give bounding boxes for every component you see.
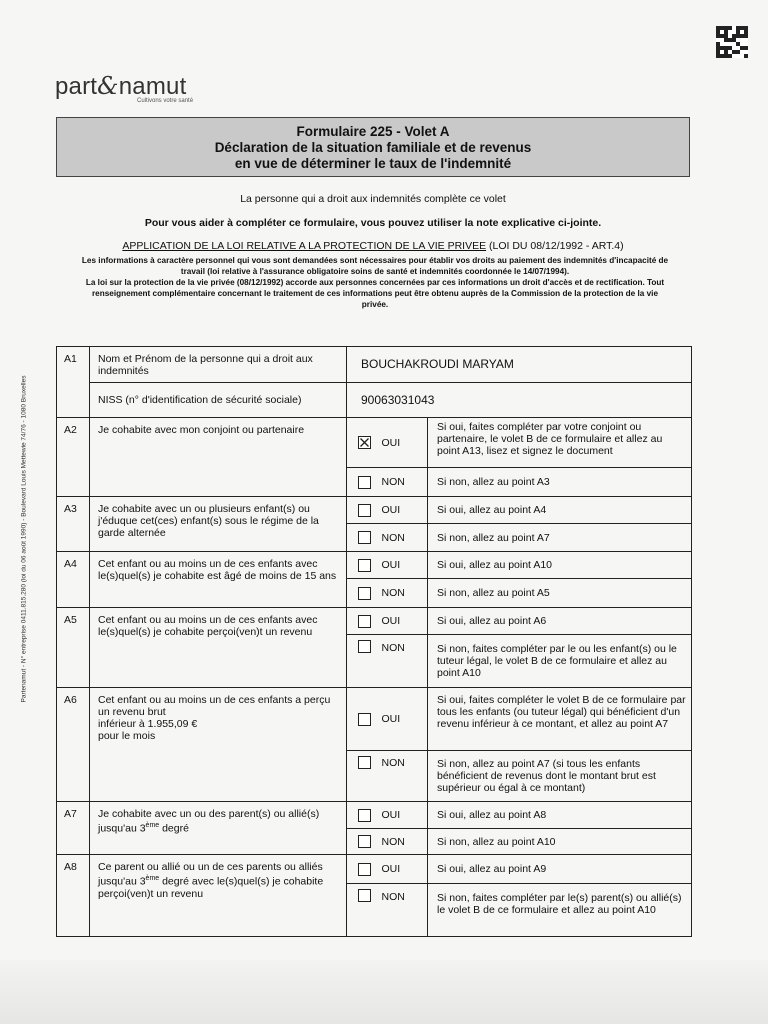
- a5-non-label: NON: [382, 635, 428, 688]
- a3-if-no: Si non, allez au point A7: [428, 524, 692, 552]
- logo-tagline: Cultivons votre santé: [137, 98, 194, 104]
- form-subtitle-line1: Déclaration de la situation familiale et de revenus: [214, 140, 532, 155]
- a4-oui-checkbox[interactable]: [347, 552, 382, 579]
- side-legal-text: Partenamut - N° entreprise 0411.815.280 (loi du 06 août 1990) - Boulevard Louis Mettewie 74/76 - 1080 Bruxelles: [20, 375, 28, 703]
- intro-help: Pour vous aider à compléter ce formulaire, vous pouvez utiliser la note explicative ci-jointe.: [144, 217, 602, 229]
- question-a4: Cet enfant ou au moins un de ces enfants avec le(s)quel(s) je cohabite est âgé de moins de 15 ans: [90, 552, 347, 608]
- checked-x-icon: [359, 437, 370, 448]
- code-a7: A7: [57, 802, 90, 855]
- code-a8: A8: [57, 855, 90, 937]
- a8-oui-label: OUI: [382, 855, 428, 884]
- question-a7: Je cohabite avec un ou des parent(s) ou allié(s) jusqu'au 3ème degré: [90, 802, 347, 855]
- a8-oui-checkbox[interactable]: [347, 855, 382, 884]
- a5-if-no: Si non, faites compléter par le ou les enfant(s) ou le tuteur légal, le volet B de ce formulaire et allez au point A10: [428, 635, 692, 688]
- form-subtitle-line2: en vue de déterminer le taux de l'indemnité: [234, 156, 512, 171]
- a1-niss-field[interactable]: [347, 383, 692, 418]
- a6-non-label: NON: [382, 751, 428, 802]
- intro-who: La personne qui a droit aux indemnités complète ce volet: [240, 193, 506, 205]
- a6-oui-checkbox[interactable]: [347, 688, 382, 751]
- privacy-text: [80, 255, 670, 310]
- a3-if-yes: Si oui, allez au point A4: [428, 497, 692, 524]
- question-a3: Je cohabite avec un ou plusieurs enfant(s) ou j'éduque cet(ces) enfant(s) sous le régime de la garde alternée: [90, 497, 347, 552]
- question-a5: Cet enfant ou au moins un de ces enfants avec le(s)quel(s) je cohabite perçoi(ven)t un revenu: [90, 608, 347, 688]
- a8-non-label: NON: [382, 884, 428, 937]
- a5-oui-label: OUI: [382, 608, 428, 635]
- row-a2-yes: [57, 418, 692, 468]
- code-a6: A6: [57, 688, 90, 802]
- a3-oui-checkbox[interactable]: [347, 497, 382, 524]
- row-a8-yes: [57, 855, 692, 884]
- a1-niss-value: 90063031043: [361, 392, 435, 407]
- a8-if-yes: Si oui, allez au point A9: [428, 855, 692, 884]
- row-a6-yes: [57, 688, 692, 751]
- a1-niss-label: NISS (n° d'identification de sécurité sociale): [90, 383, 347, 418]
- code-a2: A2: [57, 418, 90, 497]
- a7-if-no: Si non, allez au point A10: [428, 829, 692, 855]
- a7-oui-label: OUI: [382, 802, 428, 829]
- privacy-paragraph-1: Les informations à caractère personnel qui vous sont demandées sont nécessaires pour établir vos droits au paiement des indemnités d'incapacité de travail (loi relative à l'assurance obligatoire soins de santé et indemnités coordonnée le 14/07/1994).: [81, 256, 669, 276]
- a7-non-checkbox[interactable]: [347, 829, 382, 855]
- a3-non-label: NON: [382, 524, 428, 552]
- a7-if-yes: Si oui, allez au point A8: [428, 802, 692, 829]
- row-a1-niss: [57, 383, 692, 418]
- row-a7-yes: [57, 802, 692, 829]
- code-a3: A3: [57, 497, 90, 552]
- row-a4-yes: [57, 552, 692, 579]
- code-a4: A4: [57, 552, 90, 608]
- row-a5-yes: [57, 608, 692, 635]
- a2-if-yes: Si oui, faites compléter par votre conjoint ou partenaire, le volet B de ce formulaire et allez au point A13, lisez et signez le document: [428, 418, 692, 468]
- code-a5: A5: [57, 608, 90, 688]
- a6-if-no: Si non, allez au point A7 (si tous les enfants bénéficient de revenus dont le montant brut est supérieur ou égal à ce montant): [428, 751, 692, 802]
- a6-oui-label: OUI: [382, 688, 428, 751]
- code-a1: A1: [57, 347, 90, 418]
- a4-oui-label: OUI: [382, 552, 428, 579]
- a2-if-no: Si non, allez au point A3: [428, 468, 692, 497]
- brand-logo: part&namut Cultivons votre santé: [55, 72, 194, 104]
- a6-non-checkbox[interactable]: [347, 751, 382, 802]
- form-title-box: [56, 117, 690, 177]
- question-a8: Ce parent ou allié ou un de ces parents ou alliés jusqu'au 3ème degré avec le(s)quel(s) je cohabite perçoi(ven)t un revenu: [90, 855, 347, 937]
- a6-if-yes: Si oui, faites compléter le volet B de ce formulaire par tous les enfants (ou tuteur légal) qui bénéficient d'un revenu inférieur à ce montant, et allez au point A7: [428, 688, 692, 751]
- a7-non-label: NON: [382, 829, 428, 855]
- page-bottom-margin: [0, 960, 768, 1024]
- a5-non-checkbox[interactable]: [347, 635, 382, 688]
- a3-oui-label: OUI: [382, 497, 428, 524]
- row-a3-yes: [57, 497, 692, 524]
- privacy-heading: APPLICATION DE LA LOI RELATIVE A LA PROTECTION DE LA VIE PRIVEE (LOI DU 08/12/1992 - ART.4): [122, 240, 624, 252]
- a4-if-yes: Si oui, allez au point A10: [428, 552, 692, 579]
- row-a1-name: [57, 347, 692, 383]
- question-a6: Cet enfant ou au moins un de ces enfants a perçu un revenu brut inférieur à 1.955,09 € pour le mois: [90, 688, 347, 802]
- a3-non-checkbox[interactable]: [347, 524, 382, 552]
- a4-non-checkbox[interactable]: [347, 579, 382, 608]
- form-title: Formulaire 225 - Volet A: [296, 124, 450, 139]
- a8-non-checkbox[interactable]: [347, 884, 382, 937]
- a1-name-value: BOUCHAKROUDI MARYAM: [361, 357, 514, 371]
- a2-oui-label: OUI: [382, 418, 428, 468]
- a8-if-no: Si non, faites compléter par le(s) parent(s) ou allié(s) le volet B de ce formulaire et allez au point A10: [428, 884, 692, 937]
- question-a2: Je cohabite avec mon conjoint ou partenaire: [90, 418, 347, 497]
- privacy-paragraph-2: La loi sur la protection de la vie privée (08/12/1992) accorde aux personnes concernées par ces informations un droit d'accès et de rectification. Tout renseignement complémentaire concernant le traitement de ces informations peut être obtenu auprès de la Commission de la protection de la vie privée.: [85, 278, 665, 309]
- a2-non-label: NON: [382, 468, 428, 497]
- a2-non-checkbox[interactable]: [347, 468, 382, 497]
- a5-if-yes: Si oui, allez au point A6: [428, 608, 692, 635]
- a4-non-label: NON: [382, 579, 428, 608]
- a7-oui-checkbox[interactable]: [347, 802, 382, 829]
- a5-oui-checkbox[interactable]: [347, 608, 382, 635]
- a2-oui-checkbox[interactable]: [347, 418, 382, 468]
- declaration-table: [56, 346, 692, 937]
- qr-code-icon: [716, 26, 748, 58]
- a1-name-field[interactable]: [347, 347, 692, 383]
- a4-if-no: Si non, allez au point A5: [428, 579, 692, 608]
- a1-name-label: Nom et Prénom de la personne qui a droit aux indemnités: [90, 347, 347, 383]
